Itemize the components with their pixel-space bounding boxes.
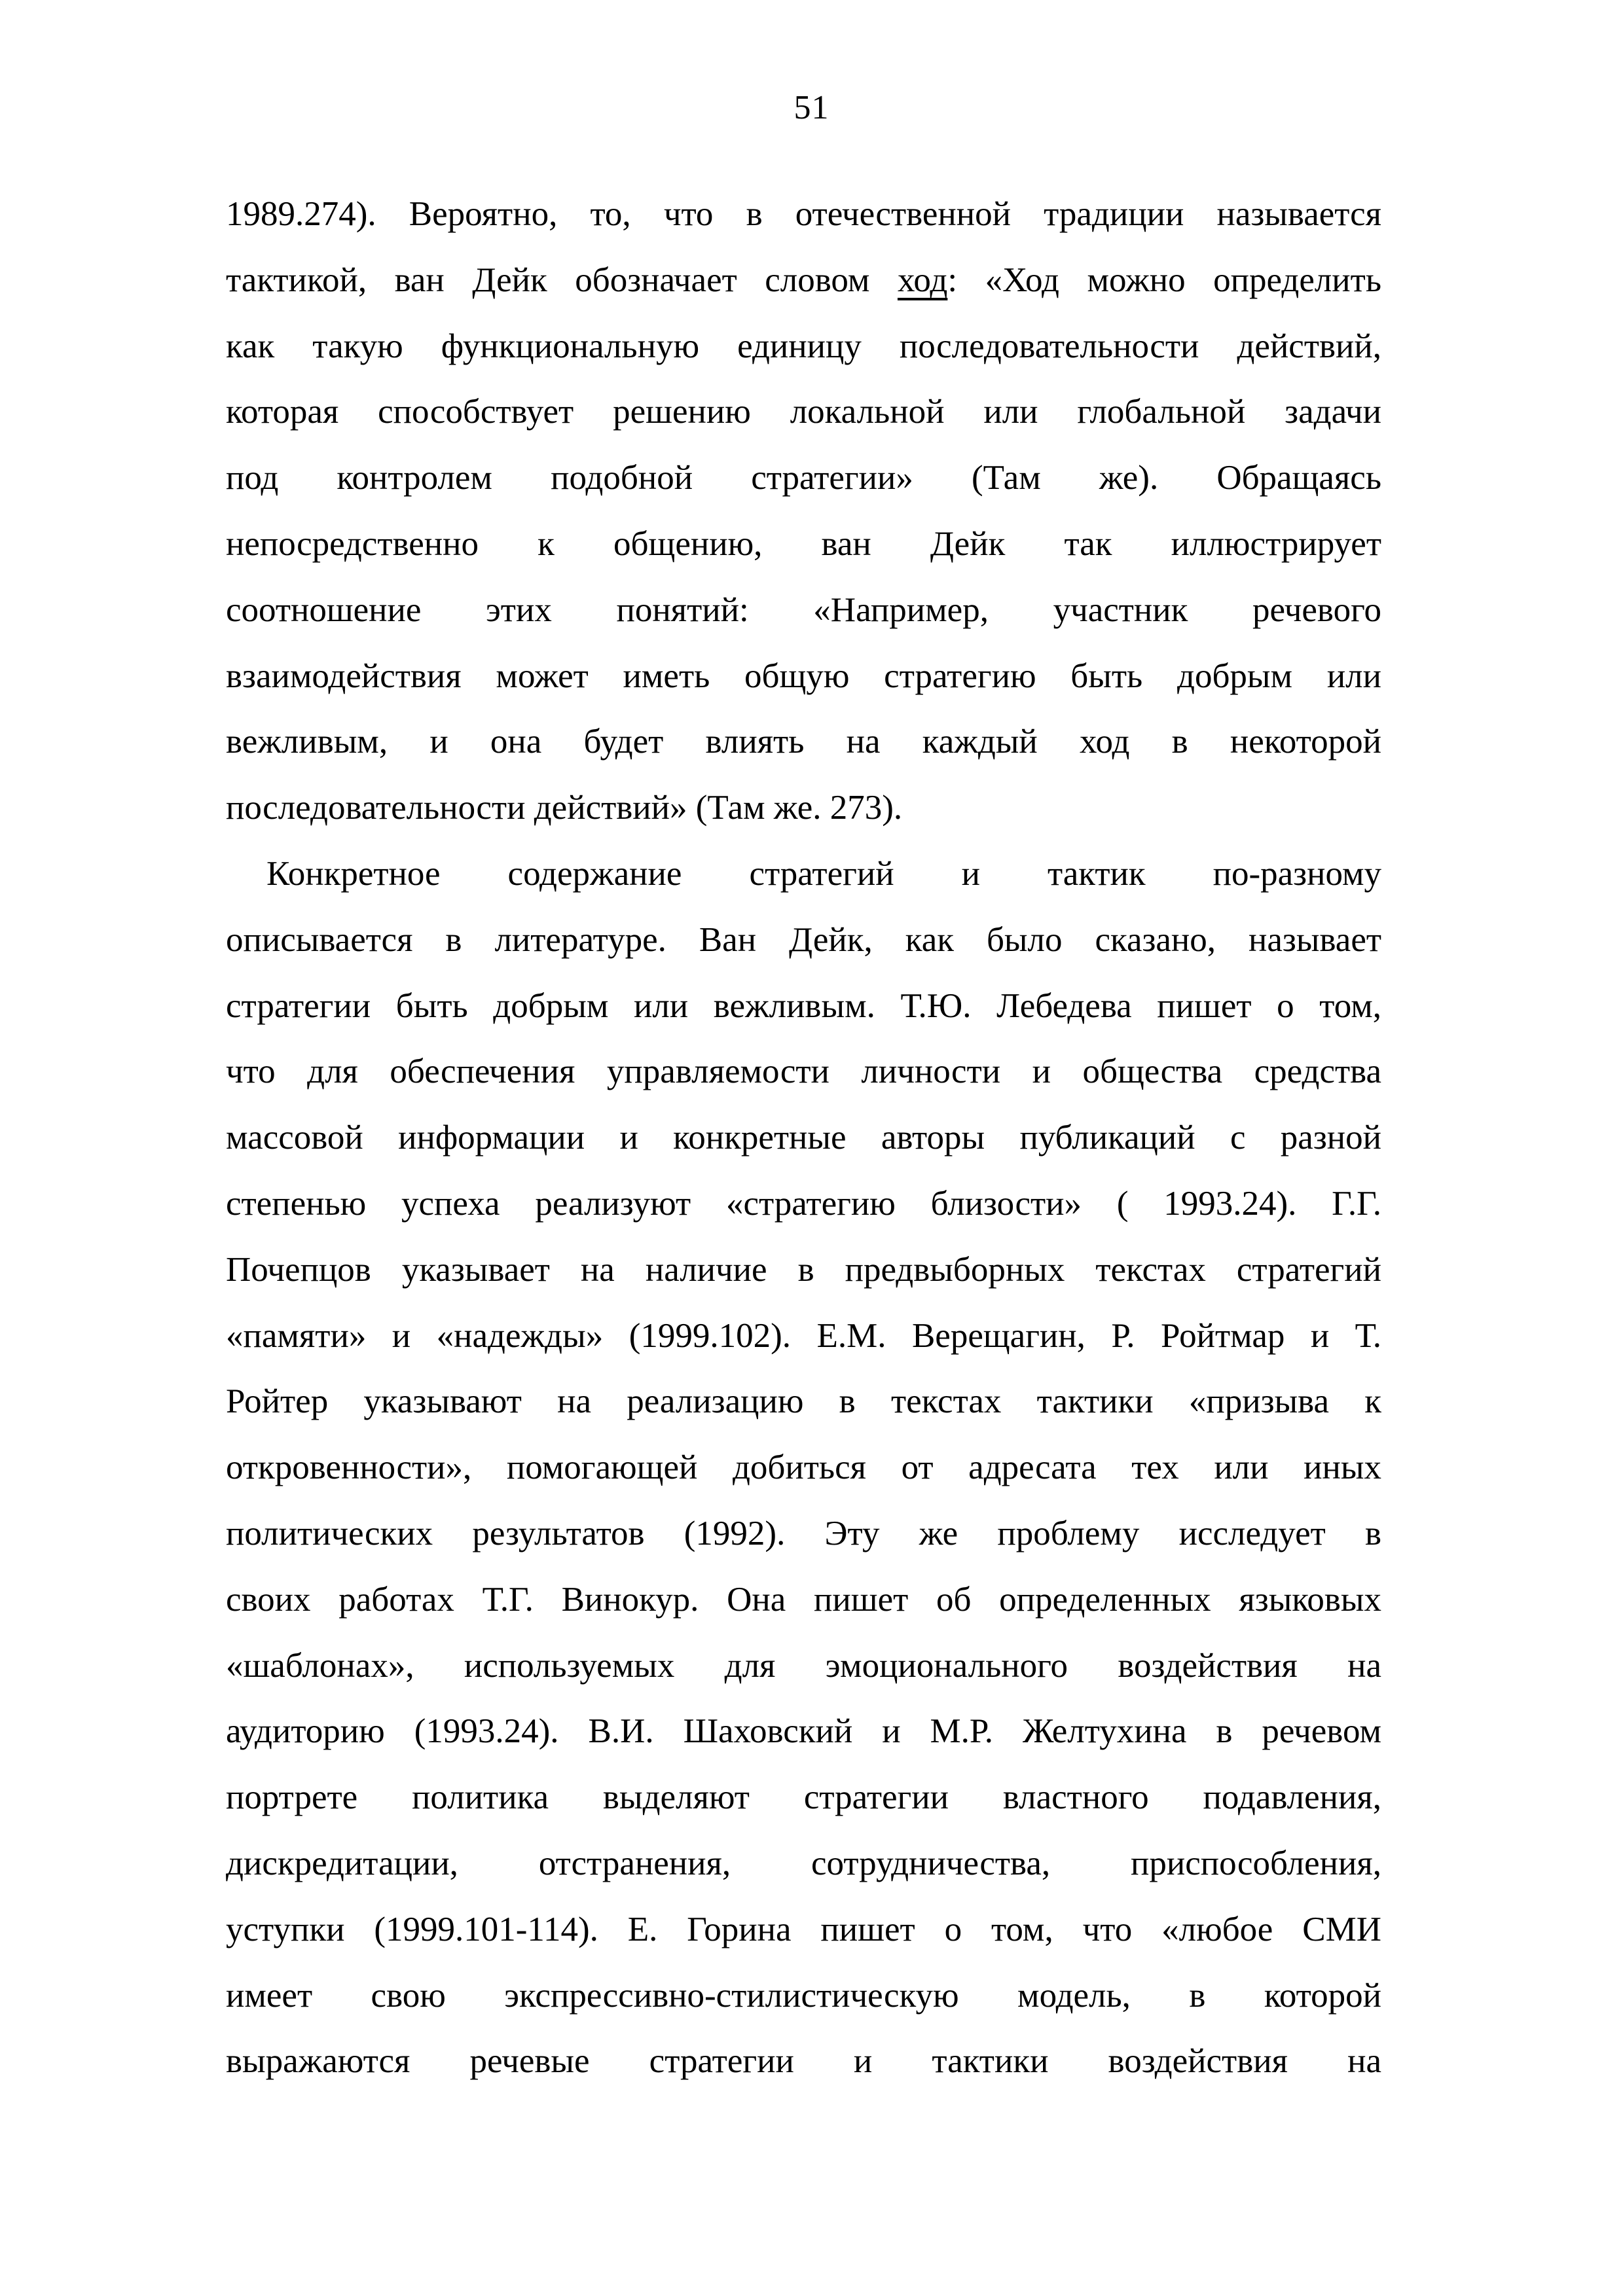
- text-segment: дискредитации, отстранения, сотрудничества, приспособления,: [226, 1844, 1381, 1882]
- text-line: [226, 1039, 1381, 1105]
- text-line: [226, 1369, 1381, 1435]
- text-segment: стратегии быть добрым или вежливым. Т.Ю. Лебедева пишет о том,: [226, 986, 1381, 1025]
- text-line: [226, 841, 1381, 907]
- paragraph: [226, 841, 1381, 2094]
- text-segment: своих работах Т.Г. Винокур. Она пишет об определенных языковых: [226, 1580, 1381, 1619]
- text-segment: откровенности», помогающей добиться от адресата тех или иных: [226, 1448, 1381, 1487]
- text-segment: как такую функциональную единицу последовательности действий,: [226, 327, 1381, 365]
- text-line: [226, 445, 1381, 511]
- text-line: [226, 1633, 1381, 1699]
- text-line: [226, 379, 1381, 445]
- text-line: [226, 314, 1381, 380]
- text-segment: которая способствует решению локальной или глобальной задачи: [226, 393, 1381, 431]
- text-line: [226, 1897, 1381, 1963]
- text-segment: взаимодействия может иметь общую стратегию быть добрым или: [226, 656, 1381, 695]
- text-segment: «шаблонах», используемых для эмоционального воздействия на: [226, 1646, 1381, 1685]
- text-line: [226, 973, 1381, 1039]
- text-line: [226, 577, 1381, 643]
- text-segment: уступки (1999.101-114). Е. Горина пишет о том, что «любое СМИ: [226, 1910, 1381, 1948]
- text-line: [226, 1237, 1381, 1303]
- underlined-term: ход: [897, 260, 948, 299]
- text-line: [226, 775, 1381, 841]
- text-line: [226, 181, 1381, 247]
- text-line: [226, 907, 1381, 973]
- text-segment: Почепцов указывает на наличие в предвыборных текстах стратегий: [226, 1250, 1381, 1289]
- text-segment: что для обеспечения управляемости личности и общества средства: [226, 1052, 1381, 1091]
- text-segment: имеет свою экспрессивно-стилистическую модель, в которой: [226, 1976, 1381, 2015]
- text-segment: 1989.274). Вероятно, то, что в отечественной традиции называется: [226, 195, 1381, 233]
- text-line: [226, 247, 1381, 314]
- text-segment: тактикой, ван Дейк обозначает словом: [226, 260, 898, 299]
- text-line: [226, 1698, 1381, 1765]
- text-line: [226, 2028, 1381, 2094]
- paragraph: [226, 181, 1381, 841]
- text-line: [226, 643, 1381, 709]
- text-segment: Конкретное содержание стратегий и тактик по-разному: [266, 854, 1381, 893]
- text-line: [226, 1435, 1381, 1501]
- text-line: [226, 1963, 1381, 2029]
- text-line: [226, 1567, 1381, 1633]
- text-line: [226, 1105, 1381, 1171]
- text-segment: аудиторию (1993.24). В.И. Шаховский и М.Р. Желтухина в речевом: [226, 1712, 1381, 1751]
- text-segment: описывается в литературе. Ван Дейк, как было сказано, называет: [226, 920, 1381, 959]
- text-line: [226, 1303, 1381, 1369]
- text-line: [226, 1831, 1381, 1897]
- text-segment: выражаются речевые стратегии и тактики воздействия на: [226, 2042, 1381, 2081]
- text-segment: вежливым, и она будет влиять на каждый ход в некоторой: [226, 723, 1381, 761]
- text-line: [226, 1501, 1381, 1567]
- text-segment: соотношение этих понятий: «Например, участник речевого: [226, 590, 1381, 629]
- text-segment: : «Ход можно определить: [947, 260, 1381, 299]
- text-block: [226, 181, 1381, 2094]
- text-segment: последовательности действий» (Там же. 273).: [226, 789, 903, 827]
- text-segment: степенью успеха реализуют «стратегию близости» ( 1993.24). Г.Г.: [226, 1184, 1381, 1223]
- text-line: [226, 1765, 1381, 1831]
- text-segment: массовой информации и конкретные авторы публикаций с разной: [226, 1119, 1381, 1157]
- text-segment: политических результатов (1992). Эту же проблему исследует в: [226, 1514, 1381, 1552]
- text-segment: непосредственно к общению, ван Дейк так иллюстрирует: [226, 524, 1381, 563]
- text-line: [226, 511, 1381, 577]
- page-number: 51: [793, 89, 830, 126]
- text-segment: портрете политика выделяют стратегии властного подавления,: [226, 1778, 1381, 1817]
- text-segment: «памяти» и «надежды» (1999.102). Е.М. Верещагин, Р. Ройтмар и Т.: [226, 1316, 1381, 1355]
- text-segment: под контролем подобной стратегии» (Там же). Обращаясь: [226, 459, 1381, 497]
- text-line: [226, 1171, 1381, 1237]
- text-segment: Ройтер указывают на реализацию в текстах тактики «призыва к: [226, 1382, 1381, 1421]
- text-line: [226, 709, 1381, 775]
